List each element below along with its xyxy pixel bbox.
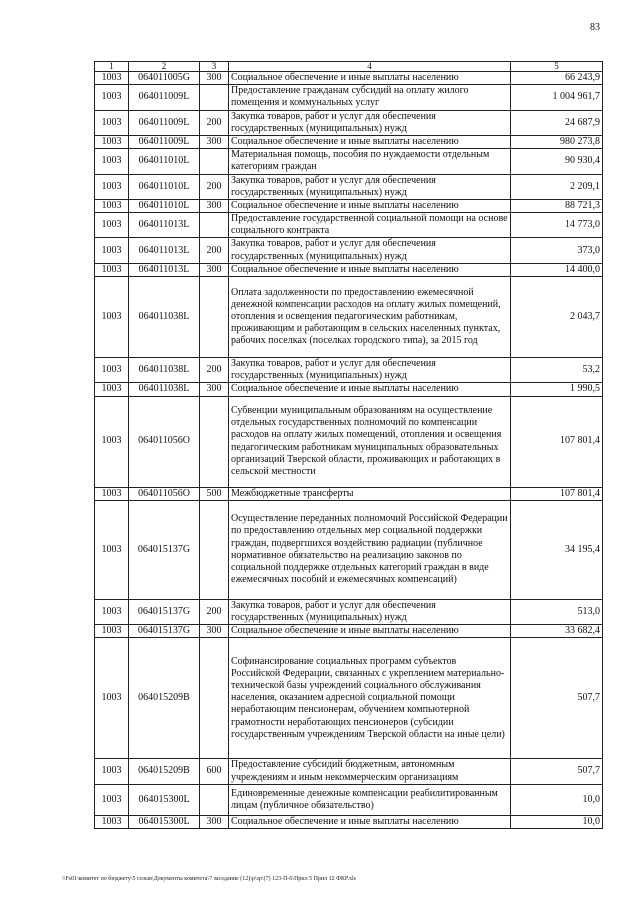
section-code-cell: 1003 xyxy=(95,396,129,487)
file-path-footer: \\Fs01\комитет по бюджету\5 созыв\Документы комитета\7 заседание (12)\р\зр\(7) 123-П-6\Прил 5 Прил 12 ФКР.xls xyxy=(62,876,356,882)
target-article-cell: 064011010L xyxy=(129,199,200,212)
description-cell: Закупка товаров, работ и услуг для обеспечения государственных (муниципальных) нужд xyxy=(229,358,511,383)
description-cell: Осуществление переданных полномочий Российской Федерации по предоставлению отдельных мер социальной поддержки граждан, подвергшихся воздействию радиации (публичное нормативное обязательство на реализацию законов по социальной поддержке отдельных категорий граждан в виде ежемесячных пособий и ежемесячных компенсаций) xyxy=(229,500,511,599)
amount-cell: 107 801,4 xyxy=(511,487,603,500)
page-number: 83 xyxy=(590,22,600,33)
expense-kind-cell xyxy=(200,500,229,599)
section-code-cell: 1003 xyxy=(95,383,129,396)
section-code-cell: 1003 xyxy=(95,238,129,263)
amount-cell: 980 273,8 xyxy=(511,135,603,148)
table-row xyxy=(95,358,603,383)
description-cell: Социальное обеспечение и иные выплаты населению xyxy=(229,135,511,148)
description-cell: Предоставление субсидий бюджетным, автономным учреждениям и иным некоммерческим организациям xyxy=(229,759,511,784)
description-cell: Материальная помощь, пособия по нуждаемости отдельным категориям граждан xyxy=(229,149,511,174)
section-code-cell: 1003 xyxy=(95,199,129,212)
description-cell: Софинансирование социальных программ субъектов Российской Федерации, связанных с укреплением материально-технической базы учреждений социального обслуживания населения, оказанием адресной социальной помощи неработающим пенсионерам, обучением компьютерной грамотности неработающих пенсионеров (субсидии государственным учреждениям Тверской области на иные цели) xyxy=(229,638,511,759)
table-row xyxy=(95,199,603,212)
expense-kind-cell xyxy=(200,784,229,815)
table-row xyxy=(95,238,603,263)
amount-cell: 66 243,9 xyxy=(511,72,603,85)
table-row xyxy=(95,213,603,238)
target-article-cell: 064015300L xyxy=(129,784,200,815)
expense-kind-cell: 500 xyxy=(200,487,229,500)
target-article-cell: 064015137G xyxy=(129,500,200,599)
expense-kind-cell: 300 xyxy=(200,263,229,276)
description-cell: Закупка товаров, работ и услуг для обеспечения государственных (муниципальных) нужд xyxy=(229,599,511,624)
expense-kind-cell: 300 xyxy=(200,199,229,212)
description-cell: Субвенции муниципальным образованиям на осуществление отдельных государственных полномочий по компенсации расходов на оплату жилых помещений, отопления и освещения педагогическим работникам муниципальных образовательных организаций Тверской области, проживающих и работающих в сельской местности xyxy=(229,396,511,487)
section-code-cell: 1003 xyxy=(95,135,129,148)
description-cell: Социальное обеспечение и иные выплаты населению xyxy=(229,72,511,85)
amount-cell: 1 004 961,7 xyxy=(511,85,603,110)
table-row xyxy=(95,383,603,396)
expense-kind-cell xyxy=(200,638,229,759)
section-code-cell: 1003 xyxy=(95,110,129,135)
expense-kind-cell: 300 xyxy=(200,72,229,85)
target-article-cell: 064011009L xyxy=(129,110,200,135)
section-code-cell: 1003 xyxy=(95,759,129,784)
section-code-cell: 1003 xyxy=(95,815,129,828)
table-row xyxy=(95,487,603,500)
target-article-cell: 064011009L xyxy=(129,135,200,148)
table-row xyxy=(95,396,603,487)
section-code-cell: 1003 xyxy=(95,263,129,276)
amount-cell: 507,7 xyxy=(511,638,603,759)
section-code-cell: 1003 xyxy=(95,625,129,638)
table-row xyxy=(95,149,603,174)
target-article-cell: 064011038L xyxy=(129,358,200,383)
table-body xyxy=(95,72,603,829)
target-article-cell: 064015137G xyxy=(129,625,200,638)
amount-cell: 2 043,7 xyxy=(511,277,603,358)
section-code-cell: 1003 xyxy=(95,213,129,238)
target-article-cell: 064011013L xyxy=(129,213,200,238)
target-article-cell: 064011010L xyxy=(129,149,200,174)
amount-cell: 53,2 xyxy=(511,358,603,383)
amount-cell: 14 773,0 xyxy=(511,213,603,238)
description-cell: Предоставление гражданам субсидий на оплату жилого помещения и коммунальных услуг xyxy=(229,85,511,110)
amount-cell: 10,0 xyxy=(511,815,603,828)
target-article-cell: 064011038L xyxy=(129,383,200,396)
section-code-cell: 1003 xyxy=(95,784,129,815)
section-code-cell: 1003 xyxy=(95,500,129,599)
description-cell: Межбюджетные трансферты xyxy=(229,487,511,500)
description-cell: Социальное обеспечение и иные выплаты населению xyxy=(229,383,511,396)
table-row xyxy=(95,174,603,199)
amount-cell: 34 195,4 xyxy=(511,500,603,599)
target-article-cell: 064011013L xyxy=(129,263,200,276)
table-row xyxy=(95,277,603,358)
table-row xyxy=(95,638,603,759)
target-article-cell: 064011005G xyxy=(129,72,200,85)
table-row xyxy=(95,625,603,638)
column-header-kind: 3 xyxy=(200,62,229,72)
expense-kind-cell xyxy=(200,396,229,487)
section-code-cell: 1003 xyxy=(95,174,129,199)
description-cell: Социальное обеспечение и иные выплаты населению xyxy=(229,199,511,212)
expense-kind-cell: 200 xyxy=(200,174,229,199)
table-row xyxy=(95,759,603,784)
section-code-cell: 1003 xyxy=(95,638,129,759)
amount-cell: 107 801,4 xyxy=(511,396,603,487)
table-row xyxy=(95,72,603,85)
amount-cell: 373,0 xyxy=(511,238,603,263)
target-article-cell: 064011009L xyxy=(129,85,200,110)
expense-kind-cell: 300 xyxy=(200,383,229,396)
amount-cell: 24 687,9 xyxy=(511,110,603,135)
column-header-target: 2 xyxy=(129,62,200,72)
section-code-cell: 1003 xyxy=(95,72,129,85)
description-cell: Социальное обеспечение и иные выплаты населению xyxy=(229,263,511,276)
target-article-cell: 064011038L xyxy=(129,277,200,358)
expense-kind-cell: 200 xyxy=(200,358,229,383)
target-article-cell: 064011010L xyxy=(129,174,200,199)
expense-kind-cell: 600 xyxy=(200,759,229,784)
table-row xyxy=(95,784,603,815)
expense-kind-cell xyxy=(200,85,229,110)
expense-kind-cell xyxy=(200,277,229,358)
description-cell: Единовременные денежные компенсации реабилитированным лицам (публичное обязательство) xyxy=(229,784,511,815)
description-cell: Оплата задолженности по предоставлению ежемесячной денежной компенсации расходов на оплату жилых помещений, отопления и освещения педагогическим работникам, проживающим и работающим в сельских населенных пунктах, рабочих поселках (поселках городского типа), за 2015 год xyxy=(229,277,511,358)
description-cell: Социальное обеспечение и иные выплаты населению xyxy=(229,815,511,828)
target-article-cell: 064011056O xyxy=(129,396,200,487)
section-code-cell: 1003 xyxy=(95,85,129,110)
target-article-cell: 064015209B xyxy=(129,759,200,784)
table-row xyxy=(95,500,603,599)
target-article-cell: 064015137G xyxy=(129,599,200,624)
description-cell: Закупка товаров, работ и услуг для обеспечения государственных (муниципальных) нужд xyxy=(229,110,511,135)
description-cell: Закупка товаров, работ и услуг для обеспечения государственных (муниципальных) нужд xyxy=(229,174,511,199)
section-code-cell: 1003 xyxy=(95,149,129,174)
amount-cell: 507,7 xyxy=(511,759,603,784)
expense-kind-cell: 300 xyxy=(200,815,229,828)
description-cell: Социальное обеспечение и иные выплаты населению xyxy=(229,625,511,638)
table-row xyxy=(95,135,603,148)
amount-cell: 513,0 xyxy=(511,599,603,624)
expense-kind-cell: 200 xyxy=(200,110,229,135)
amount-cell: 33 682,4 xyxy=(511,625,603,638)
budget-table xyxy=(94,61,603,829)
section-code-cell: 1003 xyxy=(95,358,129,383)
column-header-amount: 5 xyxy=(511,62,603,72)
expense-kind-cell: 300 xyxy=(200,625,229,638)
expense-kind-cell: 200 xyxy=(200,599,229,624)
table-row xyxy=(95,599,603,624)
target-article-cell: 064011056O xyxy=(129,487,200,500)
amount-cell: 10,0 xyxy=(511,784,603,815)
description-cell: Закупка товаров, работ и услуг для обеспечения государственных (муниципальных) нужд xyxy=(229,238,511,263)
expense-kind-cell xyxy=(200,213,229,238)
column-header-section: 1 xyxy=(95,62,129,72)
target-article-cell: 064015209B xyxy=(129,638,200,759)
amount-cell: 90 930,4 xyxy=(511,149,603,174)
section-code-cell: 1003 xyxy=(95,487,129,500)
table-row xyxy=(95,85,603,110)
target-article-cell: 064015300L xyxy=(129,815,200,828)
expense-kind-cell xyxy=(200,149,229,174)
amount-cell: 1 990,5 xyxy=(511,383,603,396)
table-header-row xyxy=(95,62,603,72)
table-row xyxy=(95,110,603,135)
table-row xyxy=(95,263,603,276)
expense-kind-cell: 200 xyxy=(200,238,229,263)
description-cell: Предоставление государственной социальной помощи на основе социального контракта xyxy=(229,213,511,238)
table-row xyxy=(95,815,603,828)
target-article-cell: 064011013L xyxy=(129,238,200,263)
amount-cell: 14 400,0 xyxy=(511,263,603,276)
column-header-description: 4 xyxy=(229,62,511,72)
section-code-cell: 1003 xyxy=(95,277,129,358)
expense-kind-cell: 300 xyxy=(200,135,229,148)
amount-cell: 88 721,3 xyxy=(511,199,603,212)
amount-cell: 2 209,1 xyxy=(511,174,603,199)
section-code-cell: 1003 xyxy=(95,599,129,624)
